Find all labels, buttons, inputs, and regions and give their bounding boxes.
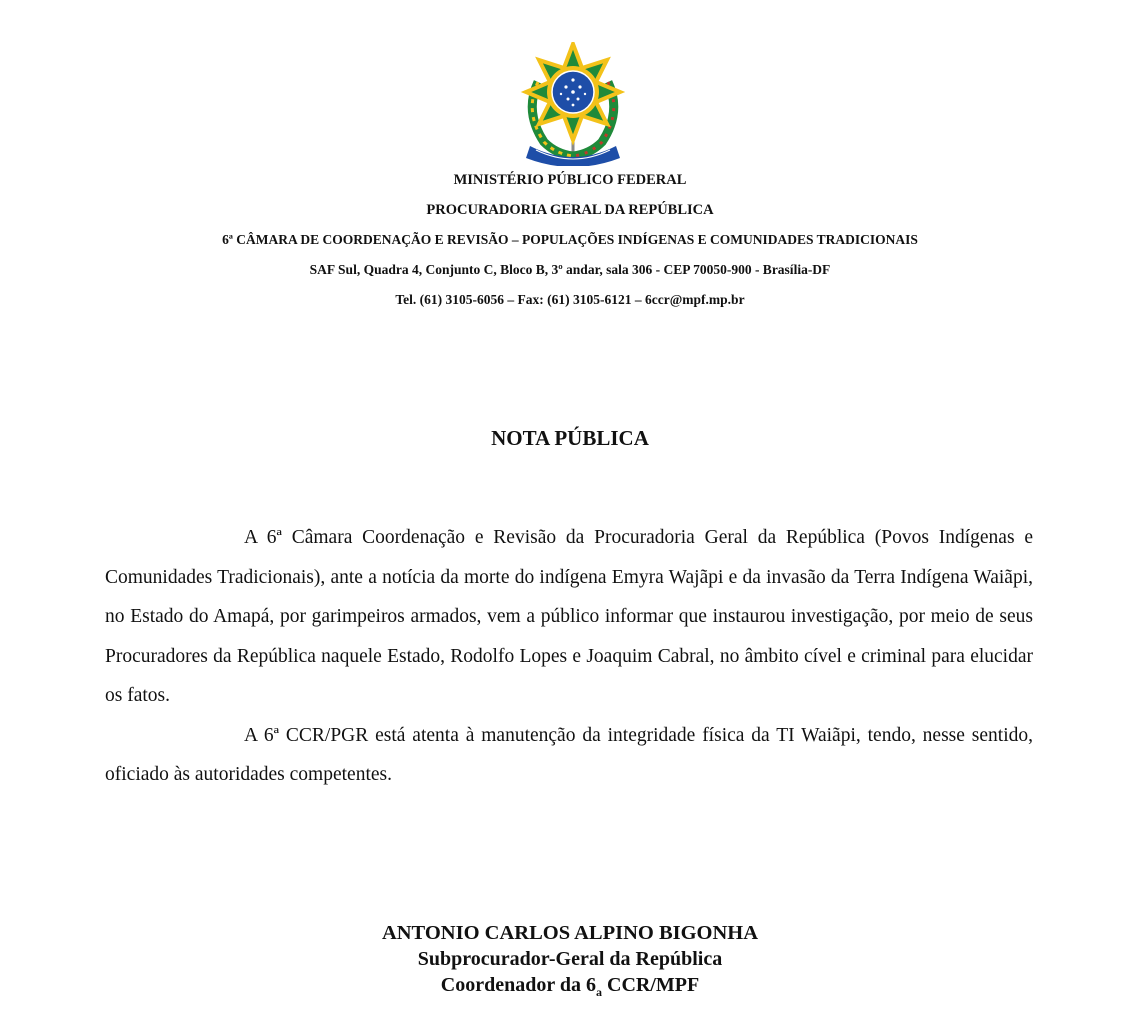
body-paragraph: A 6ª Câmara Coordenação e Revisão da Procuradoria Geral da República (Povos Indígenas e Comunidades Tradicionais), ante a notícia da morte do indígena Emyra Wajãpi e da invasão da Terra Indígena Waiãpi, no Estado do Amapá, por garimpeiros armados, vem a público informar que instaurou investigação, por meio de seus Procuradores da República naquele Estado, Rodolfo Lopes e Joaquim Cabral, no âmbito cível e criminal para elucidar os fatos. [105, 527, 1033, 706]
signatory-role-prefix: Coordenador da 6 [440, 974, 596, 996]
signatory-role [0, 972, 1140, 1005]
header-contact: Tel. (61) 3105-6056 – Fax: (61) 3105-6121 – 6ccr@mpf.mp.br [395, 292, 745, 307]
header-address: SAF Sul, Quadra 4, Conjunto C, Bloco B, 3º andar, sala 306 - CEP 70050-900 - Brasília-DF [309, 262, 831, 277]
header-ministry: MINISTÉRIO PÚBLICO FEDERAL [453, 172, 687, 188]
brazil-coat-of-arms-icon [516, 42, 630, 166]
header-procuradoria: PROCURADORIA GERAL DA REPÚBLICA [426, 202, 714, 218]
signatory-title: Subprocurador-Geral da República [417, 948, 723, 970]
signatory-name: ANTONIO CARLOS ALPINO BIGONHA [381, 922, 759, 944]
signatory-role-ordinal: a [596, 985, 602, 999]
letterhead [0, 165, 1140, 315]
signatory-role-suffix: CCR/MPF [602, 974, 700, 996]
document-title: NOTA PÚBLICA [491, 426, 649, 450]
header-camara: 6ª CÂMARA DE COORDENAÇÃO E REVISÃO – POPULAÇÕES INDÍGENAS E COMUNIDADES TRADICIONAIS [222, 232, 918, 247]
signature-block [0, 920, 1140, 1005]
document-body [105, 518, 1033, 795]
body-paragraph: A 6ª CCR/PGR está atenta à manutenção da integridade física da TI Waiãpi, tendo, nesse sentido, oficiado às autoridades competentes. [105, 724, 1033, 785]
